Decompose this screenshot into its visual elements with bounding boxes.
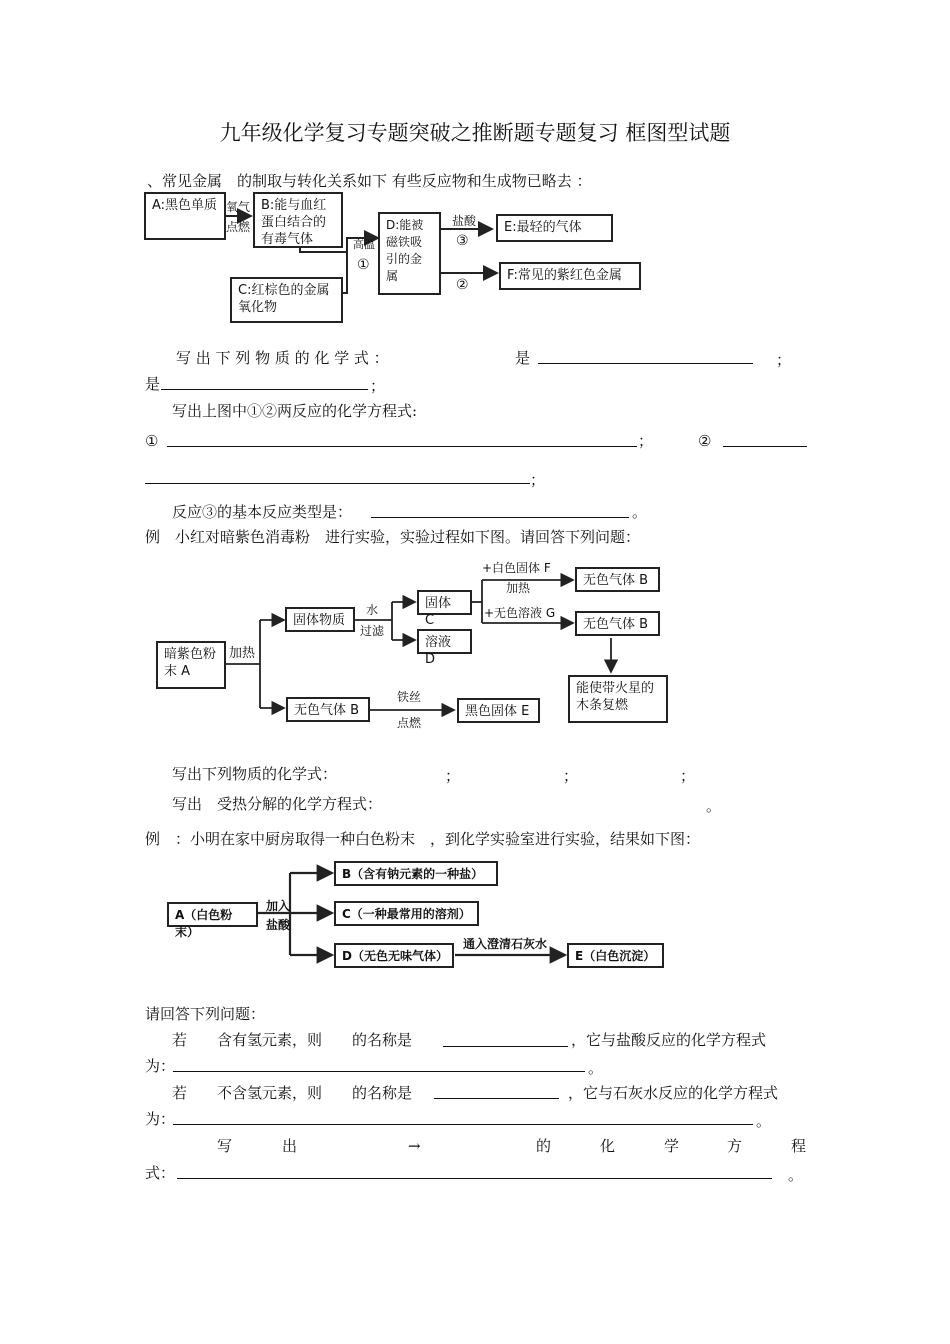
q2-intro: 例 小红对暗紫色消毒粉 进行实验，实验过程如下图。请回答下列问题： xyxy=(145,528,641,546)
q2-semi-3: ； xyxy=(680,767,696,785)
q3-l5-0: 写 xyxy=(217,1137,233,1155)
q2-box-b1: 无色气体 B xyxy=(575,567,660,592)
q1-box-d: D:能被磁铁吸引的金属 xyxy=(378,212,441,295)
q3-blank-eq1[interactable] xyxy=(173,1071,585,1072)
q2-box-a: 暗紫色粉末 A xyxy=(156,641,226,689)
q3-l2b: 。 xyxy=(588,1059,604,1077)
q3-l4a: 为： xyxy=(145,1110,176,1128)
q3-label-add: 加入 xyxy=(266,899,291,913)
q3-l5-arrow: → xyxy=(408,1137,421,1155)
q3-l5-1: 出 xyxy=(282,1137,298,1155)
q3-blank-eq2[interactable] xyxy=(173,1124,753,1125)
q2-semi-1: ； xyxy=(445,767,461,785)
q3-l6b: 。 xyxy=(788,1166,804,1184)
q1-eq2-label: ② xyxy=(698,432,712,450)
q2-label-heat: 加热 xyxy=(229,646,256,661)
q1-line6: 反应③的基本反应类型是： xyxy=(172,503,353,521)
q1-intro: 、常见金属 的制取与转化关系如下 有些反应物和生成物已略去 ： xyxy=(147,172,592,190)
q2-line2-end: 。 xyxy=(706,797,722,815)
q1-box-a: A:黑色单质 xyxy=(144,192,226,240)
q3-box-c: C（一种最常用的溶剂） xyxy=(334,901,479,926)
q1-eq1-semi: ； xyxy=(638,432,654,450)
q1-label-num2: ② xyxy=(456,277,469,293)
q2-box-b3: 无色气体 B xyxy=(286,697,370,722)
q2-label-filter: 过滤 xyxy=(360,624,385,638)
q3-blank-name2[interactable] xyxy=(434,1098,559,1099)
q2-semi-2: ； xyxy=(563,767,579,785)
q3-box-a: A（白色粉末） xyxy=(167,902,258,927)
q2-line2: 写出 受热分解的化学方程式： xyxy=(172,795,383,813)
q1-box-c: C:红棕色的金属氧化物 xyxy=(230,277,343,323)
q1-eq1-label: ① xyxy=(145,432,159,450)
q3-box-d: D（无色无味气体） xyxy=(334,943,454,968)
q2-label-plus-g: +无色溶液 G xyxy=(484,606,556,620)
q3-intro: 例 ：小明在家中厨房取得一种白色粉末 ，到化学实验室进行实验，结果如下图： xyxy=(145,830,701,848)
q1-label-num3: ③ xyxy=(456,233,469,249)
q1-line3: 写出上图中①②两反应的化学方程式: xyxy=(172,402,418,420)
q2-box-b2: 无色气体 B xyxy=(575,611,660,636)
q1-label-hightemp: 高温 xyxy=(353,238,375,251)
q1-line2-semi: ； xyxy=(370,377,386,395)
q3-blank-eq3[interactable] xyxy=(177,1178,772,1179)
q2-label-water: 水 xyxy=(366,603,379,617)
q3-l5-7: 程 xyxy=(791,1137,807,1155)
q3-l2a: 为： xyxy=(145,1057,176,1075)
q1-label-num1: ① xyxy=(357,257,370,273)
q3-l5-6: 方 xyxy=(727,1137,743,1155)
q1-line2-is: 是 xyxy=(145,375,161,393)
q3-label-hcl: 盐酸 xyxy=(266,918,291,932)
q3-ask: 请回答下列问题： xyxy=(145,1005,266,1023)
q1-label-oxygen: 氧气 xyxy=(226,200,251,214)
q3-l1a: 若 含有氢元素，则 的名称是 xyxy=(172,1031,413,1049)
q1-line1-is: 是 xyxy=(515,349,531,367)
q2-box-solid: 固体物质 xyxy=(285,607,355,632)
page-title: 九年级化学复习专题突破之推断题专题复习 框图型试题 xyxy=(219,121,731,145)
q1-line6-end: 。 xyxy=(632,503,648,521)
q2-box-e: 黑色固体 E xyxy=(457,698,540,723)
q2-label-ignite: 点燃 xyxy=(397,716,422,730)
q3-l5-5: 学 xyxy=(664,1137,680,1155)
q1-label-hcl: 盐酸 xyxy=(452,214,477,228)
q3-l3a: 若 不含氢元素，则 的名称是 xyxy=(172,1084,413,1102)
q2-box-d: 溶液 D xyxy=(417,629,472,654)
q3-l3b: ，它与石灰水反应的化学方程式 xyxy=(568,1084,779,1102)
q1-box-b: B:能与血红蛋白结合的有毒气体 xyxy=(253,192,343,248)
q2-box-c: 固体 C xyxy=(417,590,472,615)
q3-l5-4: 化 xyxy=(600,1137,616,1155)
q1-line1-semi: ； xyxy=(776,351,792,369)
q3-l4b: 。 xyxy=(756,1112,772,1130)
q3-blank-name1[interactable] xyxy=(443,1046,568,1047)
q3-l1b: ，它与盐酸反应的化学方程式 xyxy=(571,1031,767,1049)
q2-label-heat2: 加热 xyxy=(506,581,531,595)
q2-box-spark: 能使带火星的木条复燃 xyxy=(568,675,668,723)
q2-label-plus-f: +白色固体 F xyxy=(482,561,551,575)
q2-line1: 写出下列物质的化学式： xyxy=(172,765,338,783)
q3-box-b: B（含有钠元素的一种盐） xyxy=(334,861,498,886)
q3-l6a: 式： xyxy=(145,1164,176,1182)
q3-box-e: E（白色沉淀） xyxy=(567,943,664,968)
q1-box-f: F:常见的紫红色金属 xyxy=(499,262,641,290)
q2-label-iron: 铁丝 xyxy=(397,690,422,704)
q3-label-limewater: 通入澄清石灰水 xyxy=(463,937,548,951)
q3-l5-3: 的 xyxy=(536,1137,552,1155)
q1-label-ignite: 点燃 xyxy=(226,220,251,234)
q1-line1-text: 写 出 下 列 物 质 的 化 学 式 ： xyxy=(176,349,389,367)
q1-eq2-semi: ； xyxy=(530,471,546,489)
q1-box-e: E:最轻的气体 xyxy=(496,214,613,242)
